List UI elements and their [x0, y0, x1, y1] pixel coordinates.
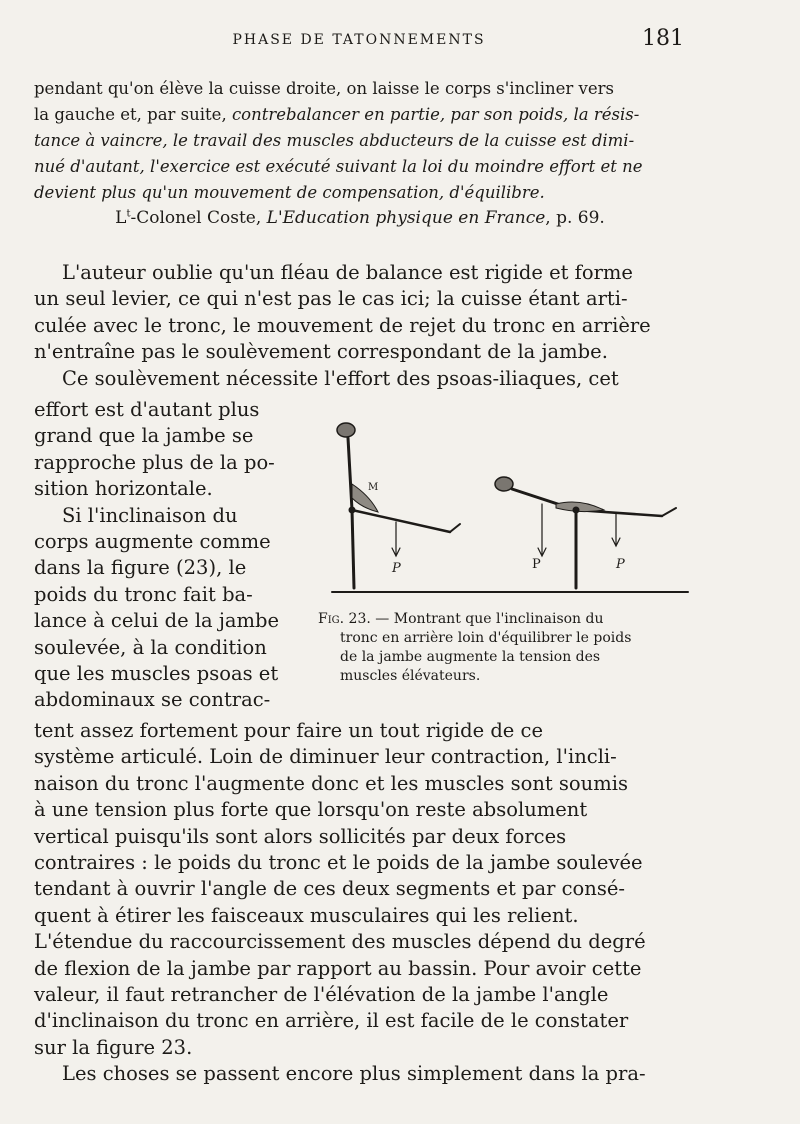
text-line: lance à celui de la jambe — [34, 609, 280, 633]
trunk-left — [348, 438, 352, 510]
label-p-right: P — [616, 557, 625, 572]
text-line: naison du tronc l'augmente donc et les muscles sont soumis — [34, 771, 628, 795]
text-line: poids du tronc fait ba- — [34, 582, 253, 606]
figure-23 — [318, 412, 696, 702]
text-line: tendant à ouvrir l'angle de ces deux segments et par consé- — [34, 877, 625, 901]
quote-line: pendant qu'on élève la cuisse droite, on laisse le corps s'incliner vers — [34, 79, 614, 98]
support-left — [352, 510, 354, 588]
text-line: Si l'inclinaison du — [62, 503, 238, 527]
leg-left — [352, 510, 450, 532]
text-line: dans la figure (23), le — [34, 556, 247, 580]
quoted-passage — [34, 76, 686, 206]
page-number: 181 — [642, 26, 684, 51]
figure-caption: Fig. 23. — Montrant que l'inclinaison du tronc en arrière loin d'équilibrer le poids de la jambe augmente la tension des muscles élévateurs. — [318, 611, 632, 684]
text-line: soulevée, à la condition — [34, 635, 267, 659]
text-line: vertical puisqu'ils sont alors sollicités par deux forces — [34, 824, 567, 848]
text-line: sition horizontale. — [34, 477, 213, 501]
hip-joint-right — [573, 507, 579, 513]
text-line: abdominaux se contrac- — [34, 688, 271, 712]
text-line: de flexion de la jambe par rapport au bassin. Pour avoir cette — [34, 956, 642, 980]
foot-left — [450, 524, 460, 532]
text-line: d'inclinaison du tronc en arrière, il est facile de le constater — [34, 1009, 629, 1033]
head-right — [495, 477, 513, 491]
label-p-left: P — [392, 561, 401, 576]
quote-line: devient plus qu'un mouvement de compensation, d'équilibre. — [34, 183, 545, 202]
hip-joint-left — [349, 507, 355, 513]
foot-right — [662, 508, 676, 516]
text-line: culée avec le tronc, le mouvement de rejet du tronc en arrière — [34, 313, 651, 337]
text-line: que les muscles psoas et — [34, 662, 279, 686]
quote-line: la gauche et, par suite, contrebalancer en partie, par son poids, la résis- — [34, 105, 640, 124]
text-line: un seul levier, ce qui n'est pas le cas ici; la cuisse étant arti- — [34, 287, 628, 311]
quote-attribution: $L^t$-Colonel Coste, L'Education physique en France, p. 69. — [115, 208, 605, 228]
running-title: PHASE DE TATONNEMENTS — [232, 32, 486, 48]
side-text-column — [34, 397, 290, 714]
muscle-right — [556, 502, 604, 512]
text-line: tent assez fortement pour faire un tout rigide de ce — [34, 719, 544, 742]
text-line: Les choses se passent encore plus simplement dans la pra- — [62, 1062, 646, 1086]
head-left — [337, 423, 355, 437]
text-line: L'auteur oublie qu'un fléau de balance est rigide et forme — [62, 261, 633, 284]
text-line: n'entraîne pas le soulèvement correspondant de la jambe. — [34, 340, 608, 364]
text-line: grand que la jambe se — [34, 424, 254, 448]
text-line: corps augmente comme — [34, 530, 271, 554]
quote-line: tance à vaincre, le travail des muscles abducteurs de la cuisse est dimi- — [34, 131, 635, 150]
figure-23-illustration — [318, 412, 696, 602]
text-line: système articulé. Loin de diminuer leur contraction, l'incli- — [34, 745, 617, 769]
page-header — [34, 28, 684, 56]
quote-line: nué d'autant, l'exercice est exécuté suivant la loi du moindre effort et ne — [34, 157, 643, 176]
text-line: à une tension plus forte que lorsqu'on reste absolument — [34, 798, 588, 822]
label-p-center: P — [532, 557, 541, 572]
text-line: contraires : le poids du tronc et le poids de la jambe soulevée — [34, 851, 643, 875]
figure-label: Fig. 23. — [318, 611, 371, 627]
text-line: quent à étirer les faisceaux musculaires qui les relient. — [34, 903, 579, 927]
text-line: valeur, il faut retrancher de l'élévation de la jambe l'angle — [34, 983, 609, 1007]
paragraph-1 — [34, 260, 690, 392]
paragraph-2 — [34, 718, 690, 1088]
text-line: effort est d'autant plus — [34, 398, 260, 421]
label-m: M — [368, 482, 379, 493]
text-line: sur la figure 23. — [34, 1035, 193, 1059]
text-line: rapproche plus de la po- — [34, 450, 275, 474]
text-line: L'étendue du raccourcissement des muscles dépend du degré — [34, 930, 646, 954]
text-line: Ce soulèvement nécessite l'effort des psoas-iliaques, cet — [62, 366, 619, 390]
